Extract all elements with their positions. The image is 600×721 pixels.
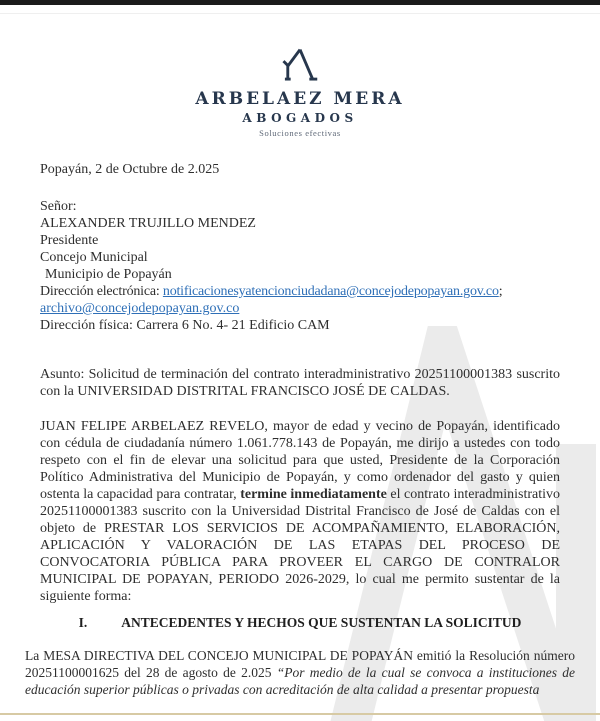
email-link-primary[interactable]: notificacionesyatencionciudadana@concejodepopayan.gov.co	[162, 284, 499, 299]
email-label: Dirección electrónica:	[40, 284, 163, 299]
section-numeral: I.	[78, 615, 88, 630]
body-part1: JUAN FELIPE ARBELAEZ REVELO, mayor de edad y vecino de Popayán, identificado con cédula de ciudadanía número 1.061.778.143 de Popayán, me dirijo a ustedes con todo respeto con el fin de elevar una solicitud para que usted, Presidente de la Corporación Político Administrativa del Municipio de Popayán, y como ordenador del gasto y quien ostenta la capacidad para contratar,	[40, 419, 560, 502]
date-line: Popayán, 2 de Octubre de 2.025	[40, 162, 220, 177]
recipient-name: ALEXANDER TRUJILLO MENDEZ	[40, 216, 256, 231]
footer-rule	[0, 713, 600, 715]
section-title: ANTECEDENTES Y HECHOS QUE SUSTENTAN LA SOLICITUD	[121, 615, 522, 630]
letterhead	[40, 0, 560, 139]
firm-monogram-icon	[40, 46, 560, 82]
body-paragraph	[40, 418, 560, 605]
recipient-org-line2: Municipio de Popayán	[45, 267, 172, 282]
section-heading	[40, 614, 560, 631]
antecedentes-italic-quote: “Por medio de la cual se convoca a instituciones de educación superior públicas o privadas con acreditación de alta calidad a presentar propuesta	[25, 665, 575, 697]
antecedentes-paragraph	[25, 647, 575, 698]
recipient-email-line2	[40, 300, 560, 317]
recipient-physical-address: Dirección física: Carrera 6 No. 4- 21 Edificio CAM	[40, 318, 330, 333]
email-link-secondary[interactable]: archivo@concejodepopayan.gov.co	[40, 301, 240, 316]
body-part2: el contrato interadministrativo 20251100001383 suscrito con la Universidad Distrital Francisco de José de Caldas con el objeto de PRESTAR LOS SERVICIOS DE ACOMPAÑAMIENTO, ELABORACIÓN, APLICACIÓN Y VALORACIÓN DE LAS ETAPAS DEL PROCESO DE CONVOCATORIA PÚBLICA PARA PROVEER EL CARGO DE CONTRALOR MUNICIPAL DE POPAYAN, PERIODO 2026-2029, lo cual me permito sustentar de la siguiente forma:	[40, 487, 560, 604]
firm-name: ARBELAEZ MERA	[195, 89, 405, 109]
antecedentes-part1: La MESA DIRECTIVA DEL CONCEJO MUNICIPAL DE POPAYÁN emitió la Resolución número 20251100001625 del 28 de agosto de 2.025	[25, 648, 575, 680]
firm-subtitle: ABOGADOS	[242, 111, 358, 125]
recipient-org-line1: Concejo Municipal	[40, 250, 148, 265]
recipient-role: Presidente	[40, 233, 99, 248]
recipient-email-line	[40, 283, 560, 300]
recipient-salutation: Señor:	[40, 199, 77, 214]
top-hairline	[0, 13, 600, 14]
email-separator: ;	[498, 284, 503, 299]
body-bold-phrase: termine inmediatamente	[240, 487, 387, 502]
firm-tagline: Soluciones efectivas	[259, 128, 341, 138]
subject-line: Asunto: Solicitud de terminación del contrato interadministrativo 20251100001383 suscrito con la UNIVERSIDAD DISTRITAL FRANCISCO JOSÉ DE CALDAS.	[40, 367, 560, 399]
top-accent-bar	[0, 0, 600, 5]
recipient-block	[40, 198, 560, 334]
